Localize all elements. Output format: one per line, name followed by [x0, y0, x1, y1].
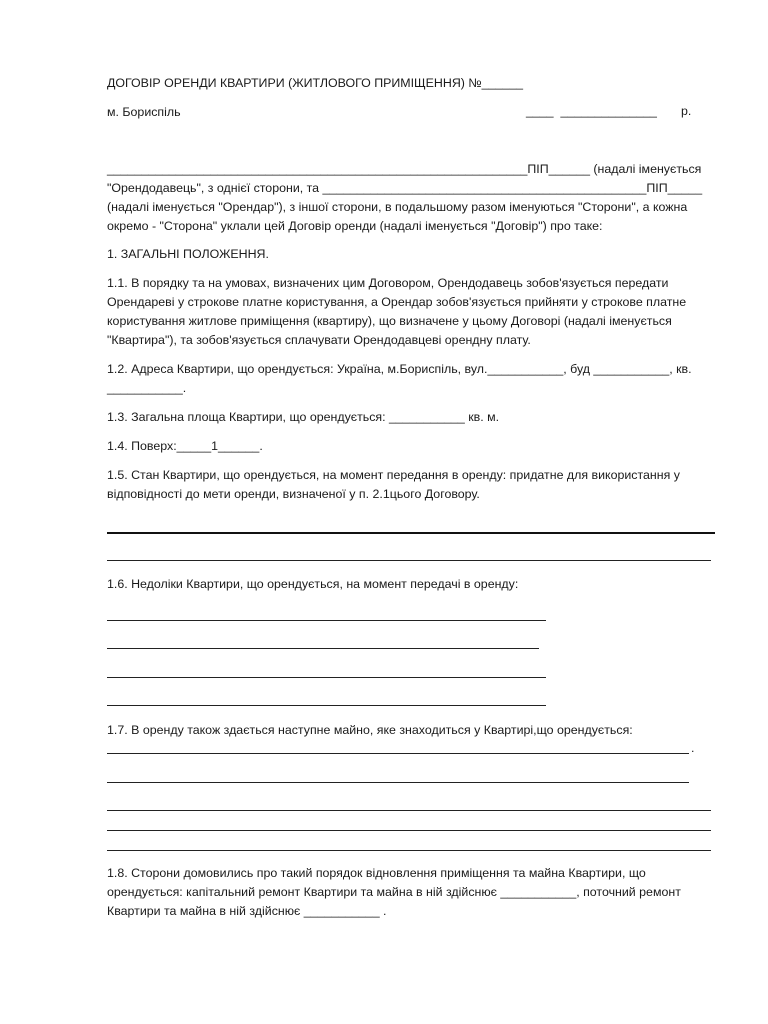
- fill-line: [107, 648, 539, 649]
- clause-1-1-line-1: 1.1. В порядку та на умовах, визначених цим Договором, Орендодавець зобов'язується передати: [107, 276, 669, 290]
- fill-line: [107, 850, 711, 851]
- document-title: ДОГОВІР ОРЕНДИ КВАРТИРИ (ЖИТЛОВОГО ПРИМІЩЕННЯ) №______: [107, 76, 523, 90]
- clause-1-7: 1.7. В оренду також здається наступне майно, яке знаходиться у Квартирі,що орендується:: [107, 723, 633, 737]
- fill-line: [107, 782, 689, 783]
- clause-1-7-period: .: [691, 741, 695, 755]
- parties-line-1: _____________________________________________________________ПІП______ (надалі іменується: [107, 162, 702, 176]
- fill-line: [107, 620, 546, 621]
- parties-line-2: "Орендодавець", з однієї сторони, та _______________________________________________ПІП_____: [107, 181, 703, 195]
- fill-line: [107, 830, 711, 831]
- parties-line-4: окремо - "Сторона" уклали цей Договір оренди (надалі іменується "Договір") про таке:: [107, 219, 603, 233]
- fill-line: [107, 532, 715, 534]
- fill-line: [107, 810, 711, 811]
- clause-1-8-line-2: орендується: капітальний ремонт Квартири та майна в ній здійснює ___________, поточний ремонт: [107, 885, 681, 899]
- clause-1-1-line-2: Орендареві у строкове платне користування, а Орендар зобов'язується прийняти у строкове платне: [107, 295, 687, 309]
- section-1-heading: 1. ЗАГАЛЬНІ ПОЛОЖЕННЯ.: [107, 247, 269, 261]
- date-blank: ____ ______________ р.: [526, 104, 692, 118]
- clause-1-5-line-1: 1.5. Стан Квартири, що орендується, на момент передання в оренду: придатне для використання у: [107, 468, 680, 482]
- clause-1-6: 1.6. Недоліки Квартири, що орендується, на момент передачі в оренду:: [107, 577, 519, 591]
- clause-1-3: 1.3. Загальна площа Квартири, що орендується: ___________ кв. м.: [107, 410, 500, 424]
- clause-1-4: 1.4. Поверх:_____1______.: [107, 439, 263, 453]
- fill-line: [107, 677, 546, 678]
- clause-1-8-line-3: Квартири та майна в ній здійснює ___________ .: [107, 904, 387, 918]
- clause-1-1-line-4: "Квартира"), та зобов'язується сплачувати Орендодавцеві орендну плату.: [107, 333, 531, 347]
- clause-1-2-line-1: 1.2. Адреса Квартири, що орендується: Україна, м.Бориспіль, вул.___________, буд ___________, кв.: [107, 362, 692, 376]
- clause-1-1-line-3: користування житлове приміщення (квартиру), що визначене у цьому Договорі (надалі іменується: [107, 314, 672, 328]
- fill-line: [107, 705, 546, 706]
- city: м. Бориспіль: [107, 105, 181, 119]
- clause-1-2-line-2: ___________.: [107, 381, 187, 395]
- fill-line: [107, 753, 689, 754]
- clause-1-5-line-2: відповідності до мети оренди, визначеної у п. 2.1цього Договору.: [107, 487, 480, 501]
- parties-line-3: (надалі іменується "Орендар"), з іншої сторони, в подальшому разом іменуються "Сторони", а кожна: [107, 200, 688, 214]
- clause-1-8-line-1: 1.8. Сторони домовились про такий порядок відновлення приміщення та майна Квартири, що: [107, 866, 646, 880]
- fill-line: [107, 560, 711, 561]
